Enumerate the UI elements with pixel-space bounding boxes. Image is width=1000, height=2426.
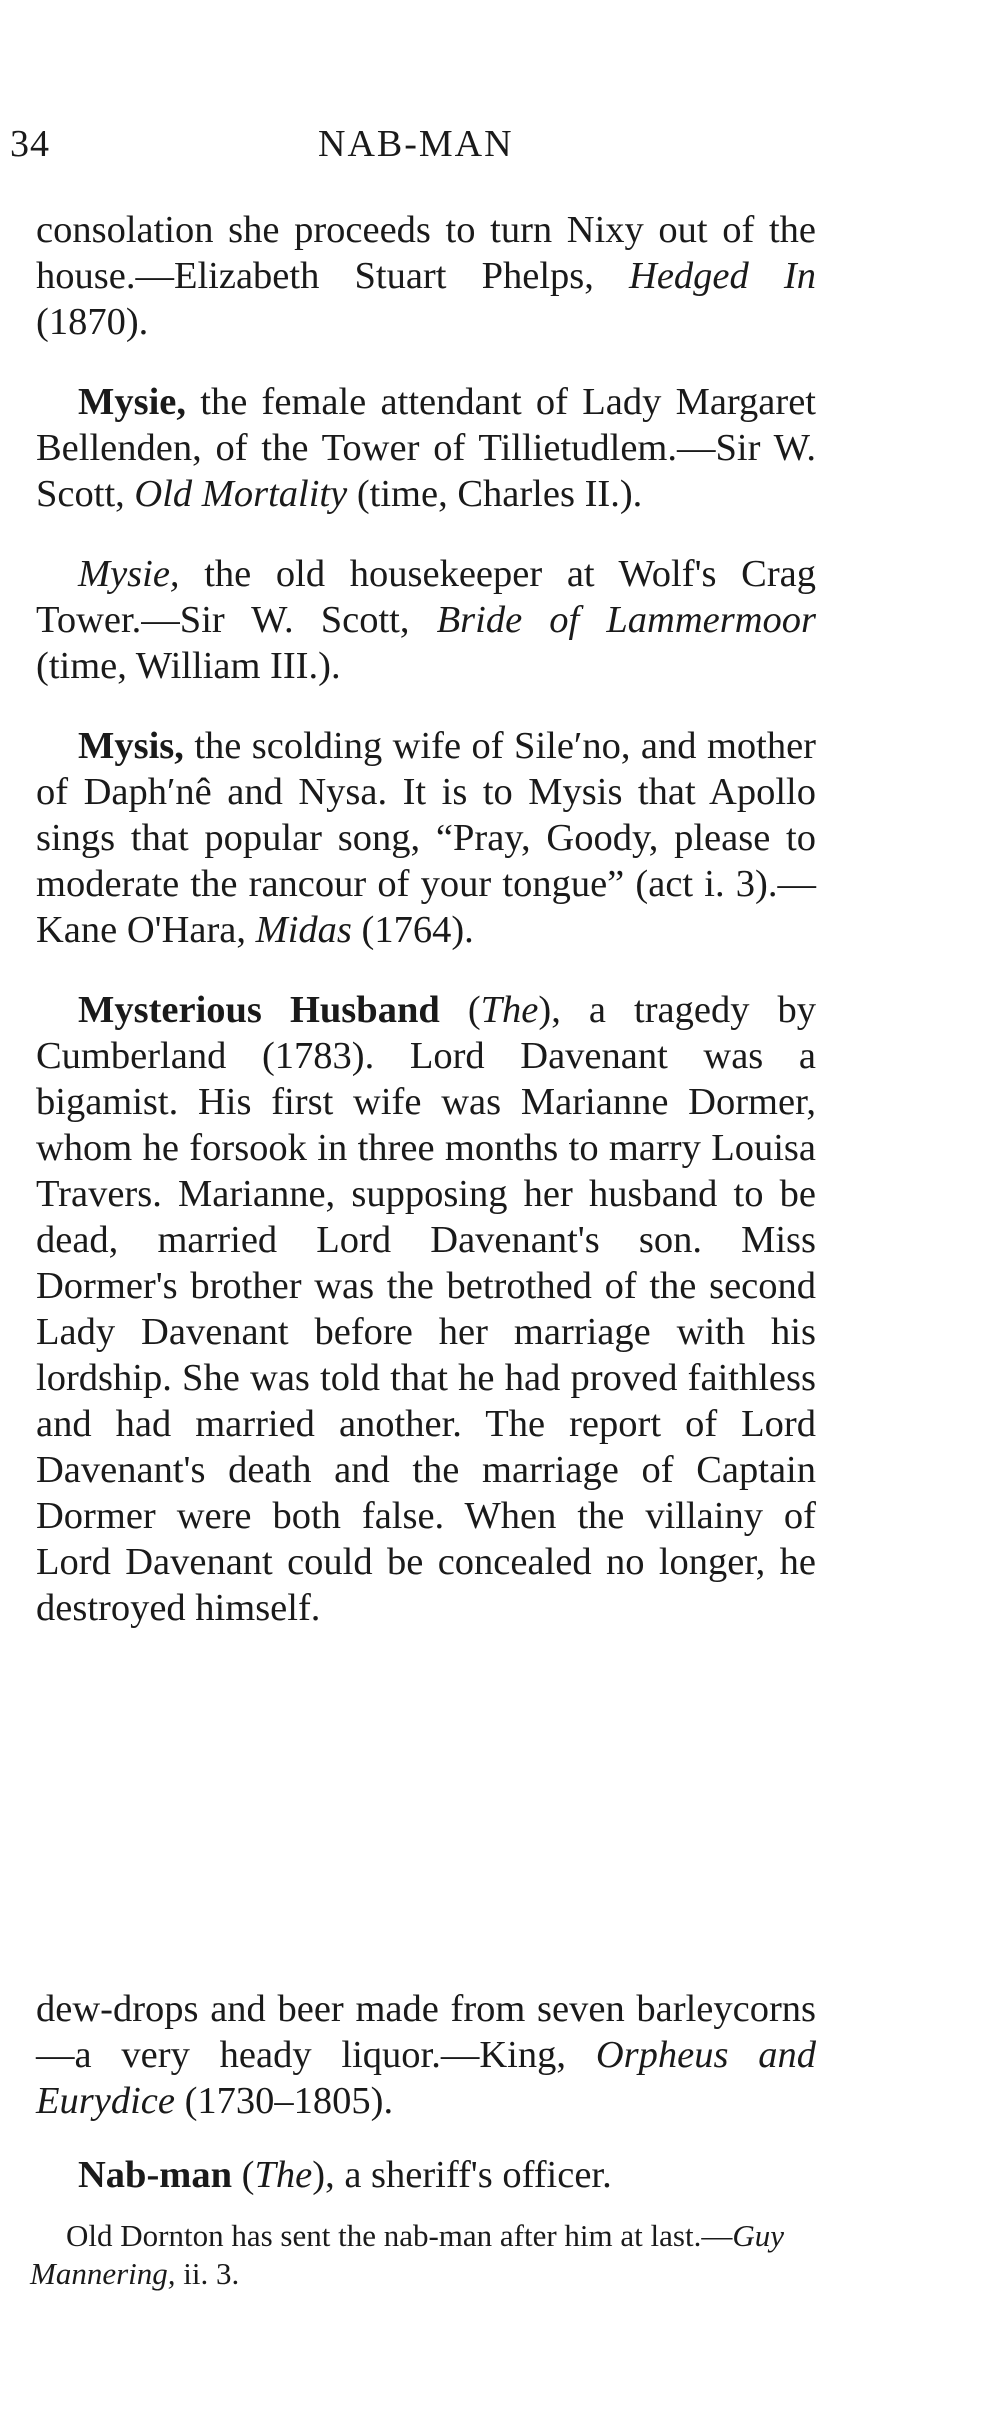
entry-nixy-end: consolation she proceeds to turn Nixy out of the house.—Elizabeth Stuart Phelps, Hedged In (1870). (36, 209, 816, 343)
source-title: Midas (255, 909, 352, 951)
headword: Nab-man (78, 2154, 233, 2196)
headword: Mysis, (78, 725, 184, 767)
headword: Mysterious Husband (78, 989, 440, 1031)
source-title: Hedged In (629, 255, 816, 297)
entry-nab-man-quote: Old Dornton has sent the nab-man after him at last.—Guy Mannering, ii. 3. (30, 2218, 784, 2291)
running-head: NAB-MAN (318, 123, 514, 165)
entry-mysie-2: Mysie, the old housekeeper at Wolf's Crag Tower.—Sir W. Scott, Bride of Lammermoor (time, William III.). (36, 553, 816, 687)
headword: Mysie, (78, 553, 180, 595)
source-title: Orpheus and Eurydice (36, 2034, 817, 2122)
entry-mysis: Mysis, the scolding wife of Sile′no, and mother of Daph′nê and Nysa. It is to Mysis that Apollo sings that popular song, “Pray, Goody, please to moderate the rancour of your tongue” (act i. 3).—Kane O'Hara, Midas (1764). (36, 725, 816, 951)
source-title: Bride of Lammermoor (436, 599, 816, 641)
headword: Mysie, (78, 381, 186, 423)
entry-dew-drops: dew-drops and beer made from seven barleycorns—a very heady liquor.—King, Orpheus and Eurydice (1730–1805). (36, 1988, 817, 2122)
entry-mysterious-husband: Mysterious Husband (The), a tragedy by Cumberland (1783). Lord Davenant was a bigamist. His first wife was Marianne Dormer, whom he forsook in three months to marry Louisa Travers. Marianne, supposing her husband to be dead, married Lord Davenant's son. Miss Dormer's brother was the betrothed of the second Lady Davenant before her marriage with his lordship. She was told that he had proved faithless and had married another. The report of Lord Davenant's death and the marriage of Captain Dormer were both false. When the villainy of Lord Davenant could be concealed no longer, he destroyed himself. (36, 989, 816, 1629)
column-top (36, 207, 816, 1631)
entry-mysie-1: Mysie, the female attendant of Lady Margaret Bellenden, of the Tower of Tillietudlem.—Sir W. Scott, Old Mortality (time, Charles II.). (36, 381, 816, 515)
quote-source: Guy Mannering, (30, 2218, 784, 2291)
source-title: Old Mortality (134, 473, 348, 515)
page-number: 34 (10, 123, 50, 165)
entry-nab-man: Nab-man (The), a sheriff's officer. (78, 2154, 612, 2196)
column-bottom (36, 1986, 816, 2198)
